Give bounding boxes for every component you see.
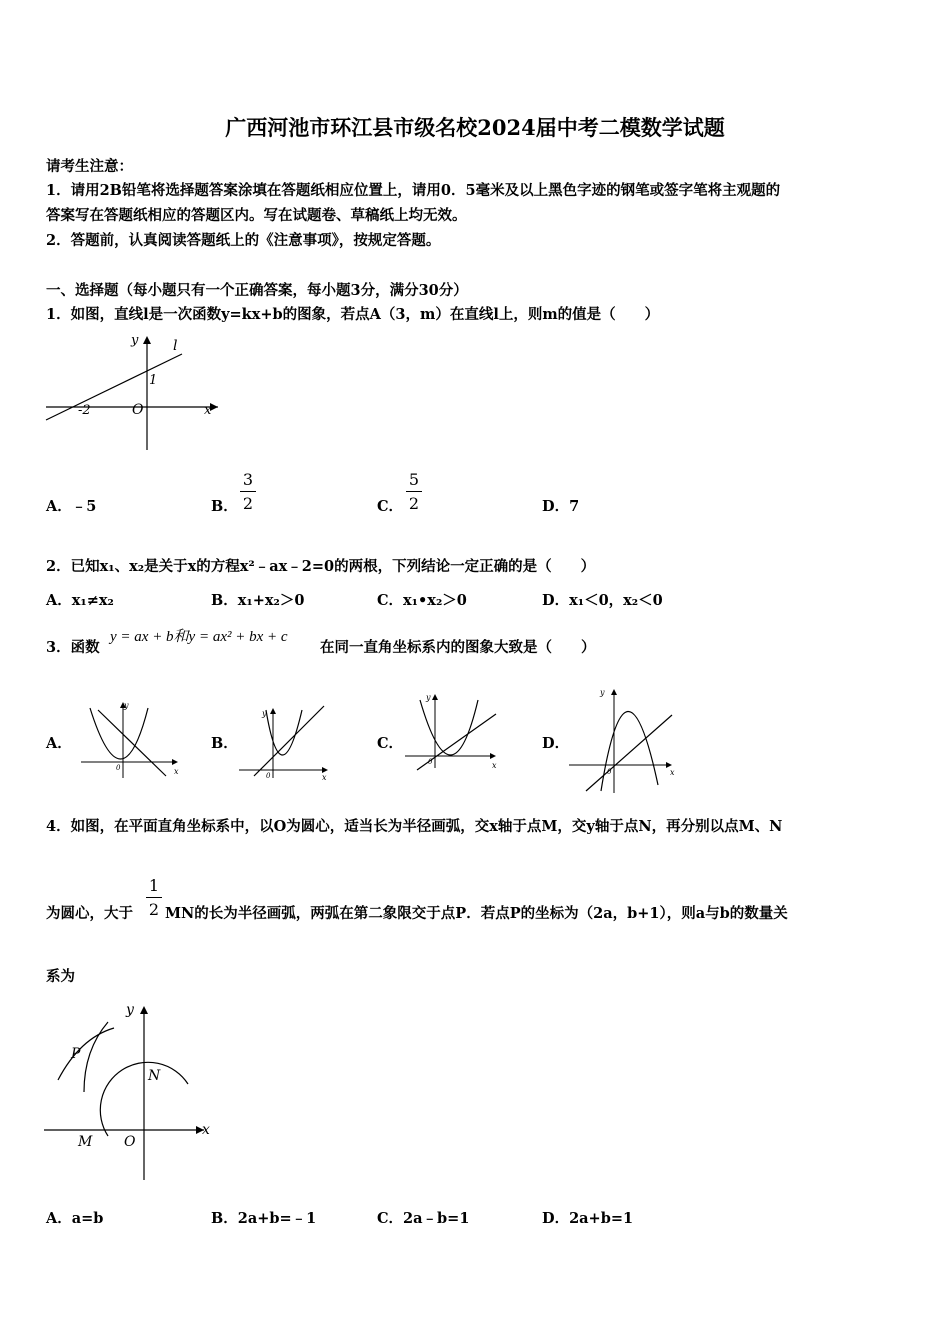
figure-1-one-label: 1 bbox=[149, 373, 158, 388]
question-3-stem-suffix: 在同一直角坐标系内的图象大致是（ ） bbox=[320, 639, 596, 656]
q3-option-d: D． bbox=[542, 735, 570, 752]
q1-option-c-label: C． bbox=[377, 498, 404, 515]
q4-option-b: B．2a+b=﹣1 bbox=[211, 1210, 317, 1227]
figure-4-m-label: M bbox=[78, 1134, 93, 1150]
graph-c-x-label: x bbox=[492, 761, 497, 770]
figure-4-y-label: y bbox=[126, 1002, 134, 1018]
q4-option-c: C．2a﹣b=1 bbox=[377, 1210, 470, 1227]
fraction-numerator: 5 bbox=[408, 470, 420, 489]
q1-option-a: A．﹣5 bbox=[46, 498, 97, 515]
q1-option-d: D．7 bbox=[542, 498, 580, 515]
q3-graph-a bbox=[78, 700, 183, 780]
figure-4-x-label: x bbox=[202, 1122, 210, 1138]
q1-option-b-fraction bbox=[240, 470, 256, 513]
q1-option-b-label: B． bbox=[211, 498, 238, 515]
fraction-numerator: 1 bbox=[148, 876, 160, 895]
fraction-denominator: 2 bbox=[148, 900, 160, 919]
q4-option-a: A．a=b bbox=[46, 1210, 104, 1227]
graph-a-x-label: x bbox=[174, 767, 179, 776]
q3-graph-c bbox=[402, 690, 502, 770]
question-4-fraction bbox=[146, 876, 162, 919]
figure-1-origin-label: O bbox=[132, 402, 144, 418]
graph-c-origin-label: 0 bbox=[428, 758, 433, 766]
q1-option-c-fraction bbox=[406, 470, 422, 513]
figure-4-origin-label: O bbox=[124, 1134, 136, 1150]
notice-line-3: 2．答题前，认真阅读答题纸上的《注意事项》，按规定答题。 bbox=[46, 232, 441, 249]
q2-option-b: B．x₁+x₂＞0 bbox=[211, 592, 305, 609]
graph-d-x-label: x bbox=[670, 768, 675, 777]
question-1-figure bbox=[40, 330, 225, 455]
q2-option-d: D．x₁＜0，x₂＜0 bbox=[542, 592, 663, 609]
fraction-denominator: 2 bbox=[242, 494, 254, 513]
graph-a-origin-label: 0 bbox=[116, 764, 121, 772]
graph-b-origin-label: 0 bbox=[266, 772, 271, 780]
question-4-figure bbox=[40, 1000, 225, 1185]
q3-graph-b bbox=[236, 700, 341, 780]
graph-c-y-label: y bbox=[426, 693, 431, 702]
notice-line-1: 1．请用2B铅笔将选择题答案涂填在答题纸相应位置上，请用0．5毫米及以上黑色字迹的钢笔或签字笔将主观题的 bbox=[46, 182, 781, 199]
question-4-line-2-suffix: MN的长为半径画弧，两弧在第二象限交于点P．若点P的坐标为（2a，b+1），则a与b的数量关 bbox=[165, 905, 788, 922]
fraction-denominator: 2 bbox=[408, 494, 420, 513]
q3-option-c: C． bbox=[377, 735, 404, 752]
figure-1-l-label: l bbox=[173, 338, 178, 354]
graph-d-origin-label: 0 bbox=[607, 768, 612, 776]
q4-option-d: D．2a+b=1 bbox=[542, 1210, 634, 1227]
q3-option-a: A． bbox=[46, 735, 72, 752]
graph-b-x-label: x bbox=[322, 773, 327, 782]
q3-graph-d bbox=[566, 685, 681, 795]
question-4-line-2-prefix: 为圆心，大于 bbox=[46, 905, 133, 922]
notice-line-2: 答案写在答题纸相应的答题区内。写在试题卷、草稿纸上均无效。 bbox=[46, 207, 467, 224]
figure-1-neg2-label: -2 bbox=[78, 403, 91, 418]
page-title: 广西河池市环江县市级名校2024届中考二模数学试题 bbox=[225, 115, 725, 140]
q2-option-c: C．x₁•x₂＞0 bbox=[377, 592, 467, 609]
figure-4-n-label: N bbox=[148, 1068, 161, 1084]
graph-b-y-label: y bbox=[262, 709, 267, 718]
graph-a-y-label: y bbox=[124, 701, 129, 710]
figure-1-x-label: x bbox=[204, 403, 212, 418]
question-4-line-3: 系为 bbox=[46, 968, 75, 985]
question-2-stem: 2．已知x₁、x₂是关于x的方程x²﹣ax﹣2=0的两根，下列结论一定正确的是（ ） bbox=[46, 558, 596, 575]
figure-1-y-label: y bbox=[131, 333, 139, 348]
notice-heading: 请考生注意： bbox=[46, 158, 133, 175]
question-1-stem: 1．如图，直线l是一次函数y=kx+b的图象，若点A（3，m）在直线l上，则m的值是（ ） bbox=[46, 306, 660, 323]
question-4-line-1: 4．如图，在平面直角坐标系中，以O为圆心，适当长为半径画弧，交x轴于点M，交y轴于点N，再分别以点M、N bbox=[46, 818, 783, 835]
fraction-numerator: 3 bbox=[242, 470, 254, 489]
figure-4-p-label: P bbox=[71, 1046, 81, 1062]
q2-option-a: A．x₁≠x₂ bbox=[46, 592, 114, 609]
question-3-formula: y = ax + b和y = ax² + bx + c bbox=[110, 629, 288, 645]
question-3-stem-prefix: 3．函数 bbox=[46, 639, 100, 656]
graph-d-y-label: y bbox=[600, 688, 605, 697]
q3-option-b: B． bbox=[211, 735, 238, 752]
section-heading: 一、选择题（每小题只有一个正确答案，每小题3分，满分30分） bbox=[46, 282, 468, 299]
